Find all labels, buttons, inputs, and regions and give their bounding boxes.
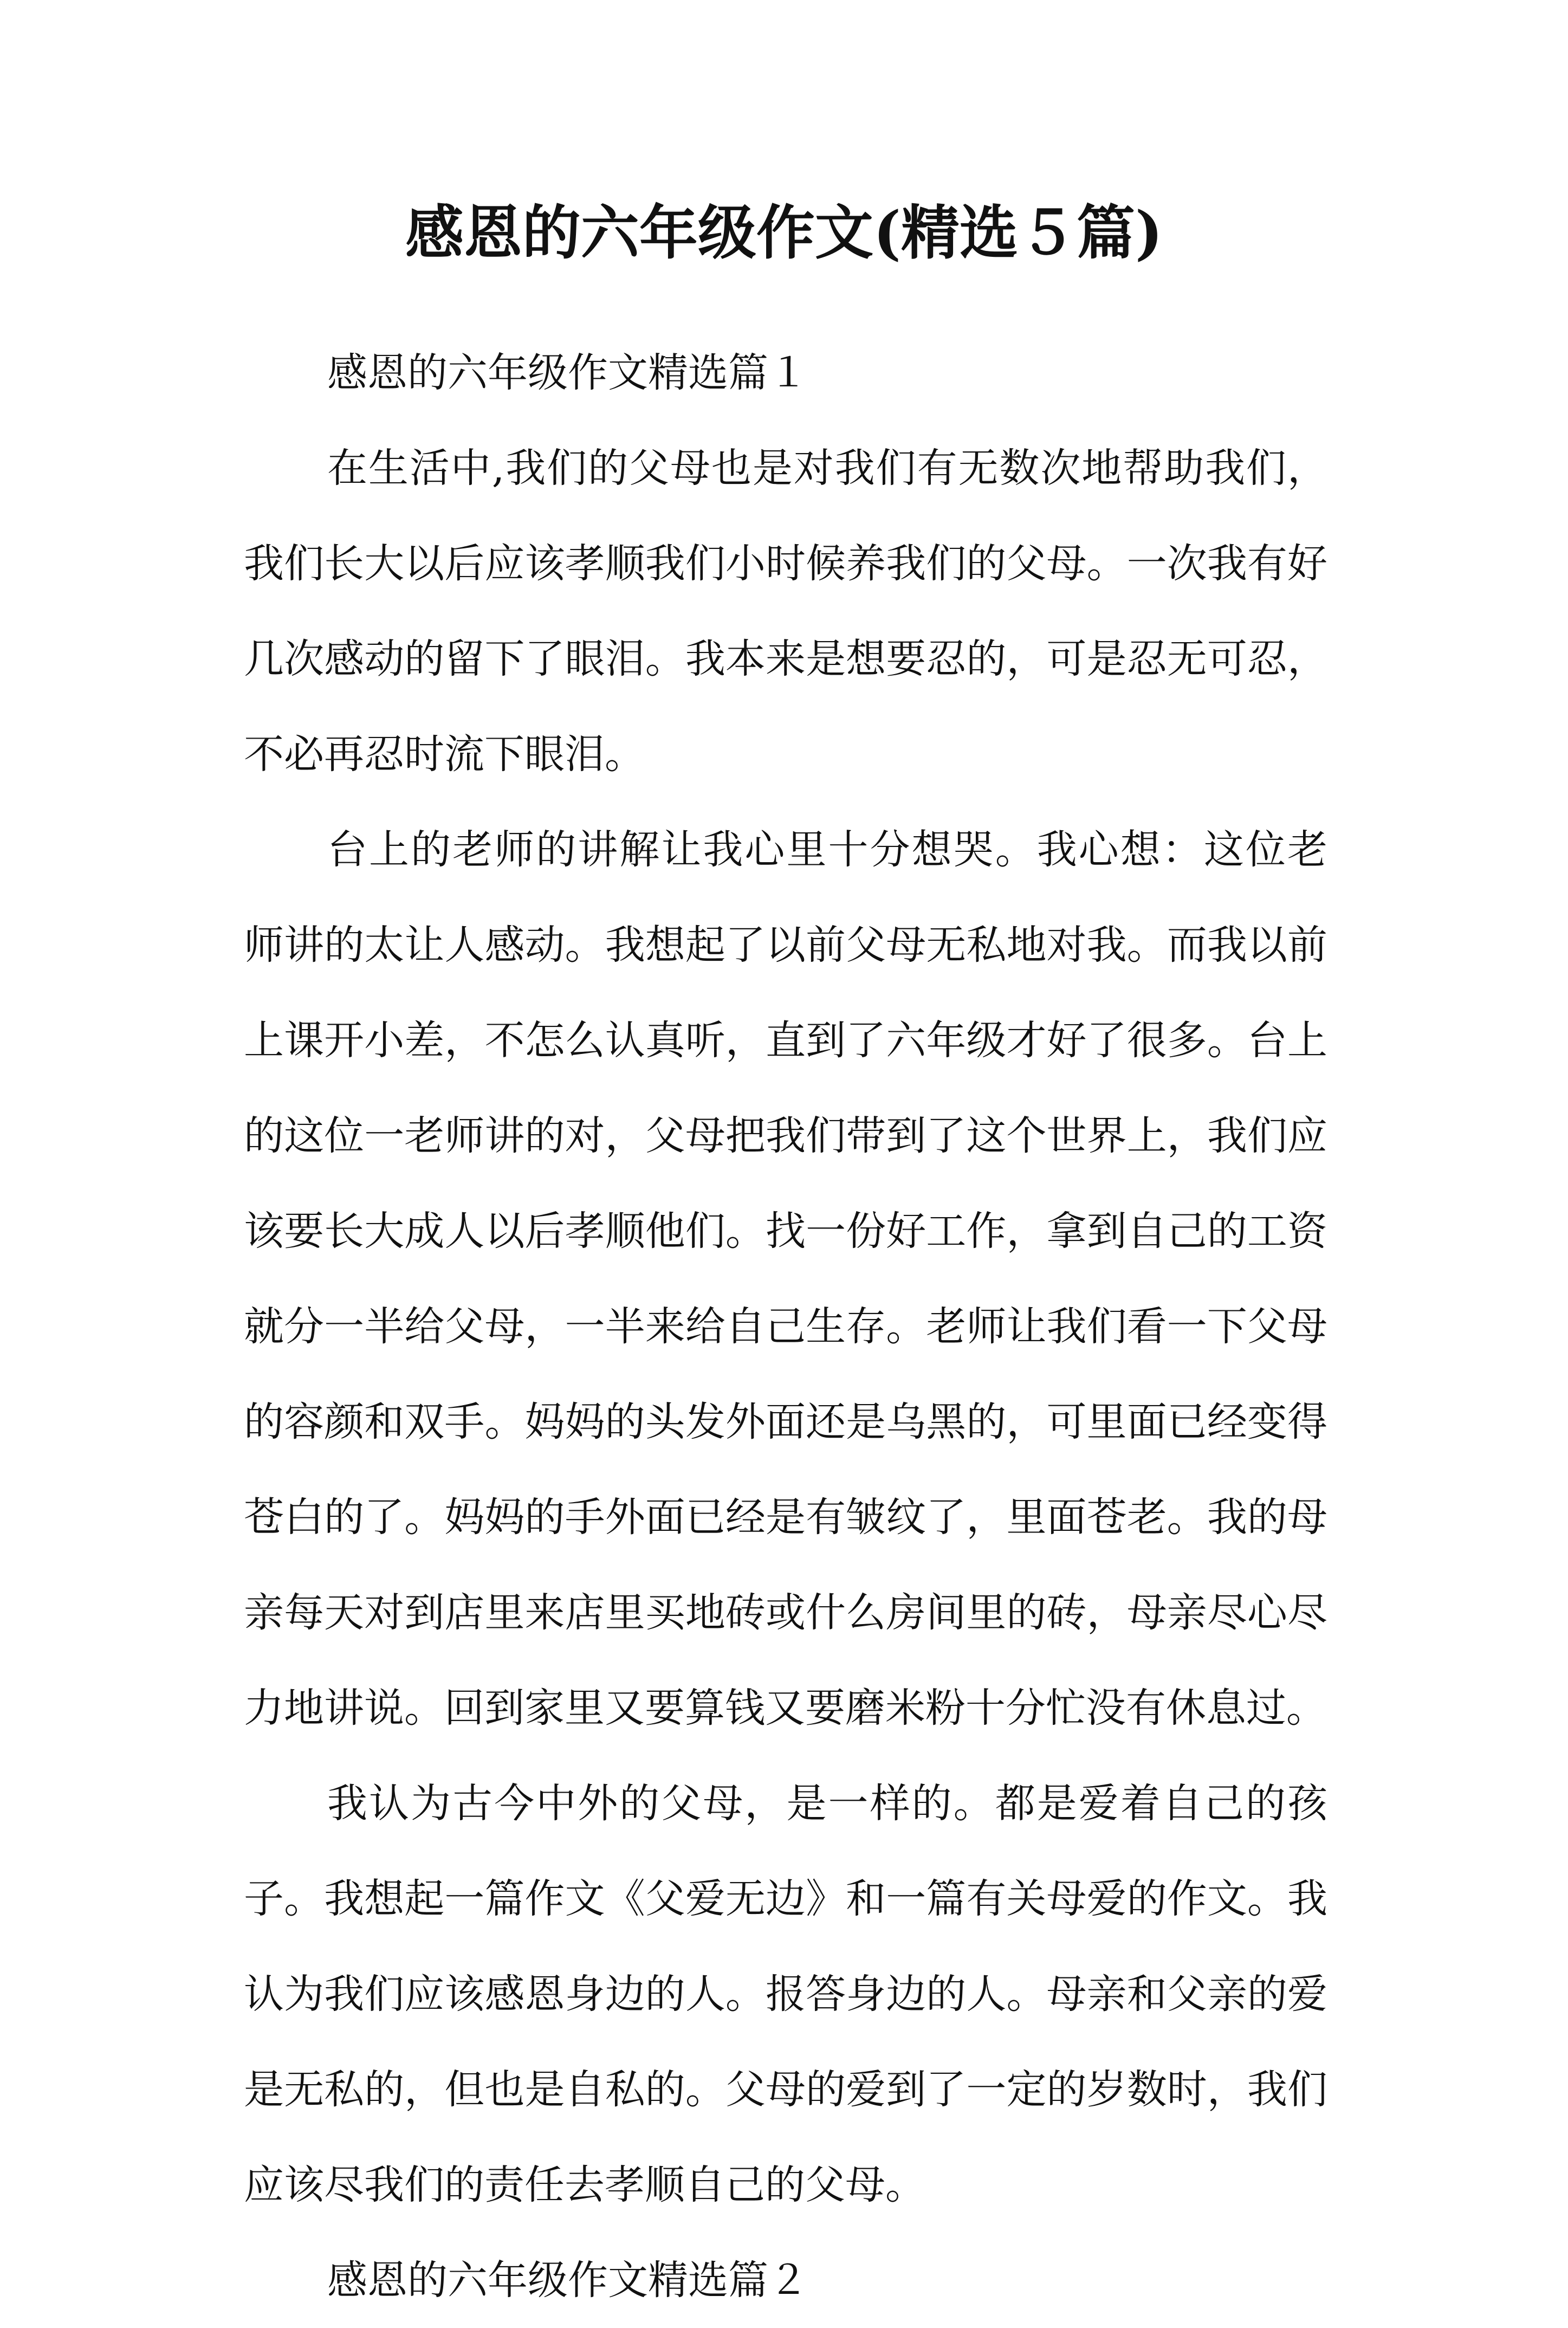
paragraph-1: 在生活中,我们的父母也是对我们有无数次地帮助我们，我们长大以后应该孝顺我们小时候养我们的父母。一次我有好几次感动的留下了眼泪。我本来是想要忍的，可是忍无可忍，不必再忍时流下眼泪。	[244, 445, 1327, 778]
document-body	[244, 325, 1327, 2328]
paragraph-2: 台上的老师的讲解让我心里十分想哭。我心想：这位老师讲的太让人感动。我想起了以前父母无私地对我。而我以前上课开小差，不怎么认真听，直到了六年级才好了很多。台上的这位一老师讲的对，父母把我们带到了这个世界上，我们应该要长大成人以后孝顺他们。找一份好工作，拿到自己的工资就分一半给父母，一半来给自己生存。老师让我们看一下父母的容颜和双手。妈妈的头发外面还是乌黑的，可里面已经变得苍白的了。妈妈的手外面已经是有皱纹了，里面苍老。我的母亲每天对到店里来店里买地砖或什么房间里的砖，母亲尽心尽力地讲说。回到家里又要算钱又要磨米粉十分忙没有休息过。	[244, 826, 1327, 1731]
section-heading-1: 感恩的六年级作文精选篇１	[327, 350, 808, 396]
paragraph-3: 我认为古今中外的父母，是一样的。都是爱着自己的孩子。我想起一篇作文《父爱无边》和一篇有关母爱的作文。我认为我们应该感恩身边的人。报答身边的人。母亲和父亲的爱是无私的，但也是自私的。父母的爱到了一定的岁数时，我们应该尽我们的责任去孝顺自己的父母。	[244, 1780, 1327, 2208]
page-title: 感恩的六年级作文(精选５篇)	[405, 199, 1163, 267]
section-heading-2: 感恩的六年级作文精选篇２	[327, 2257, 808, 2304]
